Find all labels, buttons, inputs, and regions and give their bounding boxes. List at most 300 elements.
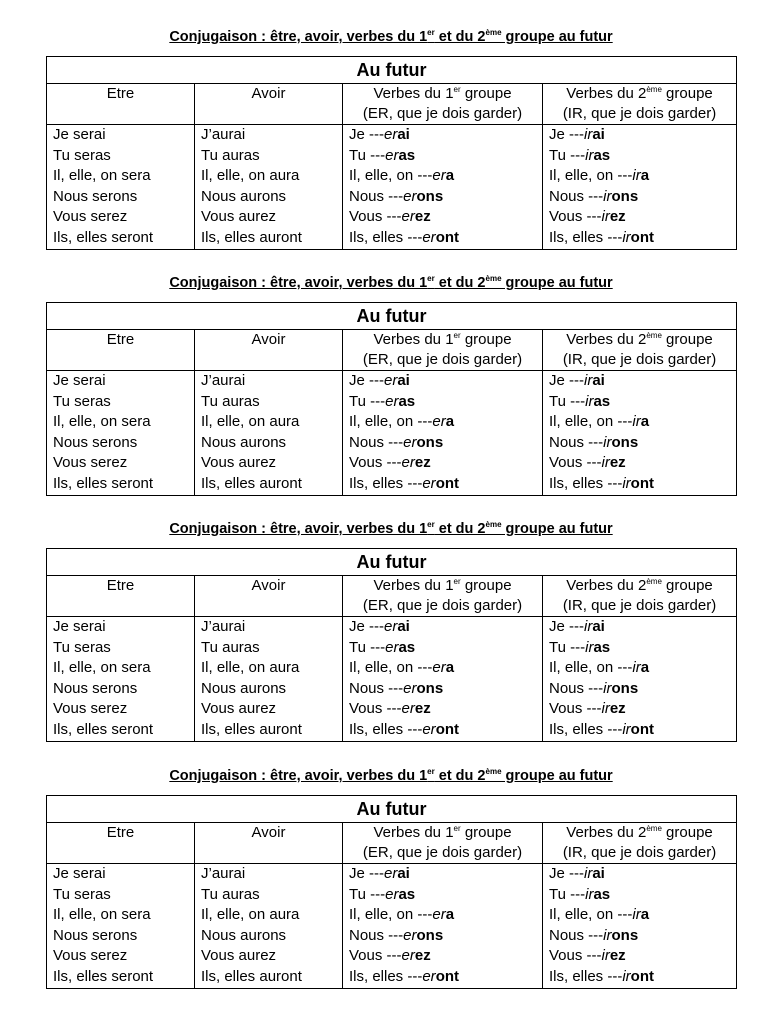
column-header-row [47,330,737,371]
verb-ending: ont [435,720,460,738]
forms-row [47,617,737,742]
verb-ending: ai [592,865,605,882]
conjugation-line [549,433,730,454]
verb-ending: a [445,167,455,185]
verb-ending: ons [416,187,444,205]
verb-ending: ai [592,126,605,143]
group2-forms-cell [543,617,737,742]
verb-stem: ir [603,926,612,944]
verb-stem: er [401,454,415,472]
table-title: Au futur [47,57,737,84]
verb-pronoun: Nous --- [349,187,404,205]
verb-pronoun: Tu --- [549,392,586,410]
group1-forms-cell [343,371,543,496]
conjugation-line [549,453,730,474]
column-header-group1: Verbes du 1er groupe (ER, que je dois garder) [343,84,543,125]
conjugation-table [46,56,737,250]
conjugation-line: Il, elle, on sera [53,659,151,677]
verb-pronoun: Je --- [549,618,584,635]
conjugation-line: Vous aurez [201,700,277,718]
conjugation-line: Vous aurez [201,947,277,965]
conjugation-line: Vous serez [53,208,128,226]
verb-ending: a [640,906,650,924]
conjugation-line [549,166,730,187]
conjugation-line: Vous aurez [201,454,277,472]
verb-pronoun: Ils, elles --- [549,228,623,246]
column-header-group1: Verbes du 1er groupe (ER, que je dois garder) [343,823,543,864]
verb-pronoun: Tu --- [349,392,386,410]
verb-stem: ir [601,454,610,472]
verb-stem: er [385,392,399,410]
verb-pronoun: Je --- [549,865,584,882]
verb-ending: ez [414,454,431,472]
conjugation-line: Il, elle, on sera [53,167,151,185]
conjugation-line: Tu seras [53,885,111,903]
column-header-group2: Verbes du 2ème groupe (IR, que je dois garder) [543,823,737,864]
conjugation-table [46,302,737,496]
column-header-etre: Etre [47,330,195,371]
verb-ending: ai [397,126,410,143]
verb-stem: er [401,700,415,718]
verb-pronoun: Je --- [349,372,384,389]
conjugation-line: Ils, elles seront [53,228,154,246]
conjugation-line [549,926,730,947]
verb-ending: ons [611,187,639,205]
verb-pronoun: Nous --- [349,926,404,944]
verb-ending: a [640,167,650,185]
verb-stem: ir [584,126,593,143]
verb-pronoun: Je --- [549,372,584,389]
conjugation-line [349,125,536,146]
conjugation-line: Il, elle, on aura [201,167,300,185]
verb-ending: ont [435,228,460,246]
verb-pronoun: Ils, elles --- [349,720,423,738]
conjugation-line: Nous aurons [201,679,287,697]
verb-stem: ir [632,659,641,677]
verb-stem: ir [584,865,593,882]
verb-pronoun: Vous --- [549,700,602,718]
etre-forms-cell [47,617,195,742]
verb-ending: ez [609,208,626,226]
verb-stem: er [403,679,417,697]
verb-stem: ir [601,700,610,718]
verb-ending: as [398,885,416,903]
conjugation-line [349,658,536,679]
verb-ending: a [445,906,455,924]
conjugation-line: J’aurai [201,372,246,389]
conjugation-line: Tu auras [201,146,260,164]
conjugation-line [549,720,730,741]
conjugation-line: Vous serez [53,947,128,965]
conjugation-line: Ils, elles auront [201,720,302,738]
verb-stem: ir [632,906,641,924]
conjugation-block-2 [46,272,736,496]
column-header-etre: Etre [47,84,195,125]
conjugation-line [349,885,536,906]
verb-stem: ir [584,372,593,389]
etre-forms-cell [47,125,195,250]
conjugation-line [549,146,730,167]
verb-stem: er [403,187,417,205]
verb-pronoun: Il, elle, on --- [549,659,633,677]
table-title-row [47,57,737,84]
conjugation-line: Nous serons [53,433,138,451]
verb-stem: er [385,638,399,656]
verb-ending: as [593,146,611,164]
verb-pronoun: Ils, elles --- [549,720,623,738]
verb-ending: ont [630,720,654,738]
conjugation-line [549,864,730,885]
etre-forms-cell [47,371,195,496]
conjugation-line: Il, elle, on sera [53,413,151,431]
table-title: Au futur [47,303,737,330]
column-header-group2: Verbes du 2ème groupe (IR, que je dois garder) [543,576,737,617]
column-header-avoir: Avoir [195,84,343,125]
conjugation-line: Nous serons [53,679,138,697]
verb-pronoun: Je --- [349,865,384,882]
verb-pronoun: Il, elle, on --- [549,413,633,431]
conjugation-block-1 [46,26,736,250]
verb-pronoun: Nous --- [549,433,604,451]
conjugation-line: J’aurai [201,865,246,882]
verb-ending: ai [592,372,605,389]
conjugation-line: Nous aurons [201,187,287,205]
verb-pronoun: Tu --- [349,638,386,656]
verb-pronoun: Nous --- [349,679,404,697]
group2-forms-cell [543,864,737,989]
conjugation-line [549,946,730,967]
conjugation-line: Ils, elles seront [53,967,154,985]
conjugation-line [549,658,730,679]
verb-stem: ir [585,146,594,164]
verb-stem: ir [622,228,631,246]
verb-pronoun: Nous --- [549,679,604,697]
worksheet-heading: Conjugaison : être, avoir, verbes du 1er et du 2ème groupe au futur [169,28,613,45]
avoir-forms-cell [195,864,343,989]
conjugation-line [549,905,730,926]
conjugation-line: Ils, elles seront [53,720,154,738]
verb-ending: ont [630,474,654,492]
verb-pronoun: Il, elle, on --- [349,167,433,185]
table-title-row [47,549,737,576]
conjugation-block-4 [46,765,736,989]
verb-stem: er [401,208,415,226]
verb-stem: er [432,659,446,677]
verb-pronoun: Vous --- [549,454,602,472]
verb-stem: ir [622,474,631,492]
verb-ending: ons [416,926,444,944]
conjugation-line: Nous serons [53,926,138,944]
conjugation-line [549,967,730,988]
verb-pronoun: Tu --- [549,885,586,903]
verb-pronoun: Il, elle, on --- [549,167,633,185]
conjugation-line: Tu seras [53,638,111,656]
verb-pronoun: Il, elle, on --- [349,906,433,924]
verb-ending: ont [435,474,460,492]
group2-forms-cell [543,371,737,496]
group1-forms-cell [343,617,543,742]
conjugation-line [349,638,536,659]
verb-stem: er [422,474,436,492]
conjugation-line: Il, elle, on aura [201,413,300,431]
conjugation-line [349,371,536,392]
verb-stem: er [384,126,398,143]
verb-stem: ir [585,392,594,410]
worksheet-heading: Conjugaison : être, avoir, verbes du 1er et du 2ème groupe au futur [169,274,613,291]
verb-ending: as [593,392,611,410]
verb-pronoun: Tu --- [349,885,386,903]
verb-ending: as [398,638,416,656]
verb-ending: ai [397,618,410,635]
worksheet-heading: Conjugaison : être, avoir, verbes du 1er et du 2ème groupe au futur [169,520,613,537]
conjugation-line [349,946,536,967]
conjugation-line: Vous serez [53,700,128,718]
conjugation-line: Tu auras [201,392,260,410]
verb-stem: ir [603,433,612,451]
conjugation-line [549,392,730,413]
conjugation-table [46,795,737,989]
table-title: Au futur [47,796,737,823]
verb-stem: ir [622,720,631,738]
verb-stem: er [422,228,436,246]
conjugation-line: Il, elle, on aura [201,906,300,924]
conjugation-line [349,905,536,926]
conjugation-line [349,187,536,208]
verb-stem: ir [601,947,610,965]
verb-stem: er [385,885,399,903]
conjugation-line: Vous serez [53,454,128,472]
conjugation-line [349,720,536,741]
verb-pronoun: Vous --- [349,208,402,226]
conjugation-line: Il, elle, on aura [201,659,300,677]
verb-ending: ez [414,700,431,718]
verb-stem: ir [603,187,612,205]
conjugation-line [349,617,536,638]
table-title-row [47,796,737,823]
conjugation-line [349,392,536,413]
conjugation-block-3 [46,518,736,742]
conjugation-line: Tu auras [201,885,260,903]
verb-ending: as [593,638,611,656]
conjugation-line [549,187,730,208]
verb-pronoun: Vous --- [349,454,402,472]
verb-pronoun: Tu --- [549,638,586,656]
verb-ending: as [398,146,416,164]
column-header-row [47,823,737,864]
conjugation-line [349,166,536,187]
verb-ending: as [398,392,416,410]
column-header-group2: Verbes du 2ème groupe (IR, que je dois garder) [543,84,737,125]
verb-stem: ir [603,679,612,697]
conjugation-line [549,474,730,495]
conjugation-line [549,228,730,249]
avoir-forms-cell [195,371,343,496]
avoir-forms-cell [195,125,343,250]
verb-ending: ons [416,433,444,451]
etre-forms-cell [47,864,195,989]
table-title: Au futur [47,549,737,576]
verb-stem: er [432,906,446,924]
verb-pronoun: Vous --- [549,947,602,965]
verb-pronoun: Vous --- [349,700,402,718]
verb-pronoun: Tu --- [549,146,586,164]
column-header-row [47,84,737,125]
column-header-avoir: Avoir [195,576,343,617]
group1-forms-cell [343,864,543,989]
conjugation-line: Nous serons [53,187,138,205]
verb-pronoun: Je --- [549,126,584,143]
verb-stem: er [384,372,398,389]
conjugation-line: Je serai [53,618,106,635]
conjugation-line [349,453,536,474]
conjugation-line: Tu seras [53,146,111,164]
column-header-group1: Verbes du 1er groupe (ER, que je dois garder) [343,330,543,371]
verb-ending: ons [611,679,639,697]
conjugation-line [349,679,536,700]
worksheet-heading: Conjugaison : être, avoir, verbes du 1er et du 2ème groupe au futur [169,767,613,784]
conjugation-line [349,699,536,720]
verb-stem: er [384,865,398,882]
verb-pronoun: Ils, elles --- [349,474,423,492]
column-header-avoir: Avoir [195,330,343,371]
verb-pronoun: Nous --- [549,187,604,205]
verb-ending: ons [416,679,444,697]
verb-stem: ir [584,618,593,635]
verb-pronoun: Il, elle, on --- [549,906,633,924]
conjugation-line [549,699,730,720]
conjugation-line [349,412,536,433]
column-header-etre: Etre [47,823,195,864]
conjugation-line [349,926,536,947]
column-header-group2: Verbes du 2ème groupe (IR, que je dois garder) [543,330,737,371]
verb-pronoun: Je --- [349,126,384,143]
column-header-etre: Etre [47,576,195,617]
verb-pronoun: Ils, elles --- [349,228,423,246]
conjugation-line: Vous aurez [201,208,277,226]
verb-ending: a [445,659,455,677]
verb-stem: er [385,146,399,164]
conjugation-line: Ils, elles auront [201,474,302,492]
verb-pronoun: Ils, elles --- [549,967,623,985]
verb-pronoun: Nous --- [349,433,404,451]
verb-stem: ir [632,413,641,431]
conjugation-line [349,228,536,249]
conjugation-line [549,638,730,659]
group1-forms-cell [343,125,543,250]
verb-ending: ez [609,454,626,472]
avoir-forms-cell [195,617,343,742]
verb-pronoun: Ils, elles --- [549,474,623,492]
column-header-avoir: Avoir [195,823,343,864]
conjugation-line [549,412,730,433]
forms-row [47,864,737,989]
conjugation-line [549,125,730,146]
conjugation-line [549,885,730,906]
verb-stem: er [401,947,415,965]
conjugation-line: Je serai [53,865,106,882]
conjugation-line: Ils, elles seront [53,474,154,492]
verb-ending: ez [609,947,626,965]
conjugation-line: Ils, elles auront [201,228,302,246]
verb-pronoun: Ils, elles --- [349,967,423,985]
verb-ending: a [640,413,650,431]
conjugation-table [46,548,737,742]
verb-ending: a [445,413,455,431]
verb-stem: er [432,413,446,431]
verb-stem: er [422,967,436,985]
conjugation-line: Il, elle, on sera [53,906,151,924]
verb-stem: er [432,167,446,185]
conjugation-line [349,146,536,167]
conjugation-line: J’aurai [201,618,246,635]
verb-stem: er [384,618,398,635]
verb-pronoun: Vous --- [549,208,602,226]
verb-stem: ir [585,638,594,656]
verb-ending: a [640,659,650,677]
conjugation-line: Tu auras [201,638,260,656]
conjugation-line: Nous aurons [201,433,287,451]
verb-ending: ons [611,926,639,944]
verb-ending: ai [397,865,410,882]
column-header-row [47,576,737,617]
conjugation-line: Nous aurons [201,926,287,944]
group2-forms-cell [543,125,737,250]
verb-stem: ir [622,967,631,985]
verb-ending: ai [592,618,605,635]
verb-stem: ir [585,885,594,903]
conjugation-line [349,474,536,495]
verb-pronoun: Tu --- [349,146,386,164]
verb-pronoun: Nous --- [549,926,604,944]
verb-stem: er [422,720,436,738]
conjugation-line: Je serai [53,372,106,389]
verb-ending: ont [435,967,460,985]
conjugation-line [349,967,536,988]
conjugation-line [549,371,730,392]
conjugation-line [349,207,536,228]
verb-stem: ir [632,167,641,185]
verb-stem: er [403,926,417,944]
verb-pronoun: Il, elle, on --- [349,413,433,431]
conjugation-line [549,617,730,638]
verb-pronoun: Il, elle, on --- [349,659,433,677]
forms-row [47,371,737,496]
verb-ending: ont [630,228,654,246]
conjugation-line: Ils, elles auront [201,967,302,985]
verb-stem: er [403,433,417,451]
verb-ending: ez [609,700,626,718]
column-header-group1: Verbes du 1er groupe (ER, que je dois garder) [343,576,543,617]
verb-ending: ons [611,433,639,451]
conjugation-line: J’aurai [201,126,246,143]
conjugation-line [349,433,536,454]
verb-ending: as [593,885,611,903]
verb-ending: ez [414,208,431,226]
verb-stem: ir [601,208,610,226]
verb-ending: ai [397,372,410,389]
verb-pronoun: Vous --- [349,947,402,965]
forms-row [47,125,737,250]
conjugation-line [549,207,730,228]
conjugation-line: Je serai [53,126,106,143]
verb-ending: ont [630,967,654,985]
verb-ending: ez [414,947,431,965]
conjugation-line: Tu seras [53,392,111,410]
table-title-row [47,303,737,330]
conjugation-line [549,679,730,700]
conjugation-line [349,864,536,885]
verb-pronoun: Je --- [349,618,384,635]
